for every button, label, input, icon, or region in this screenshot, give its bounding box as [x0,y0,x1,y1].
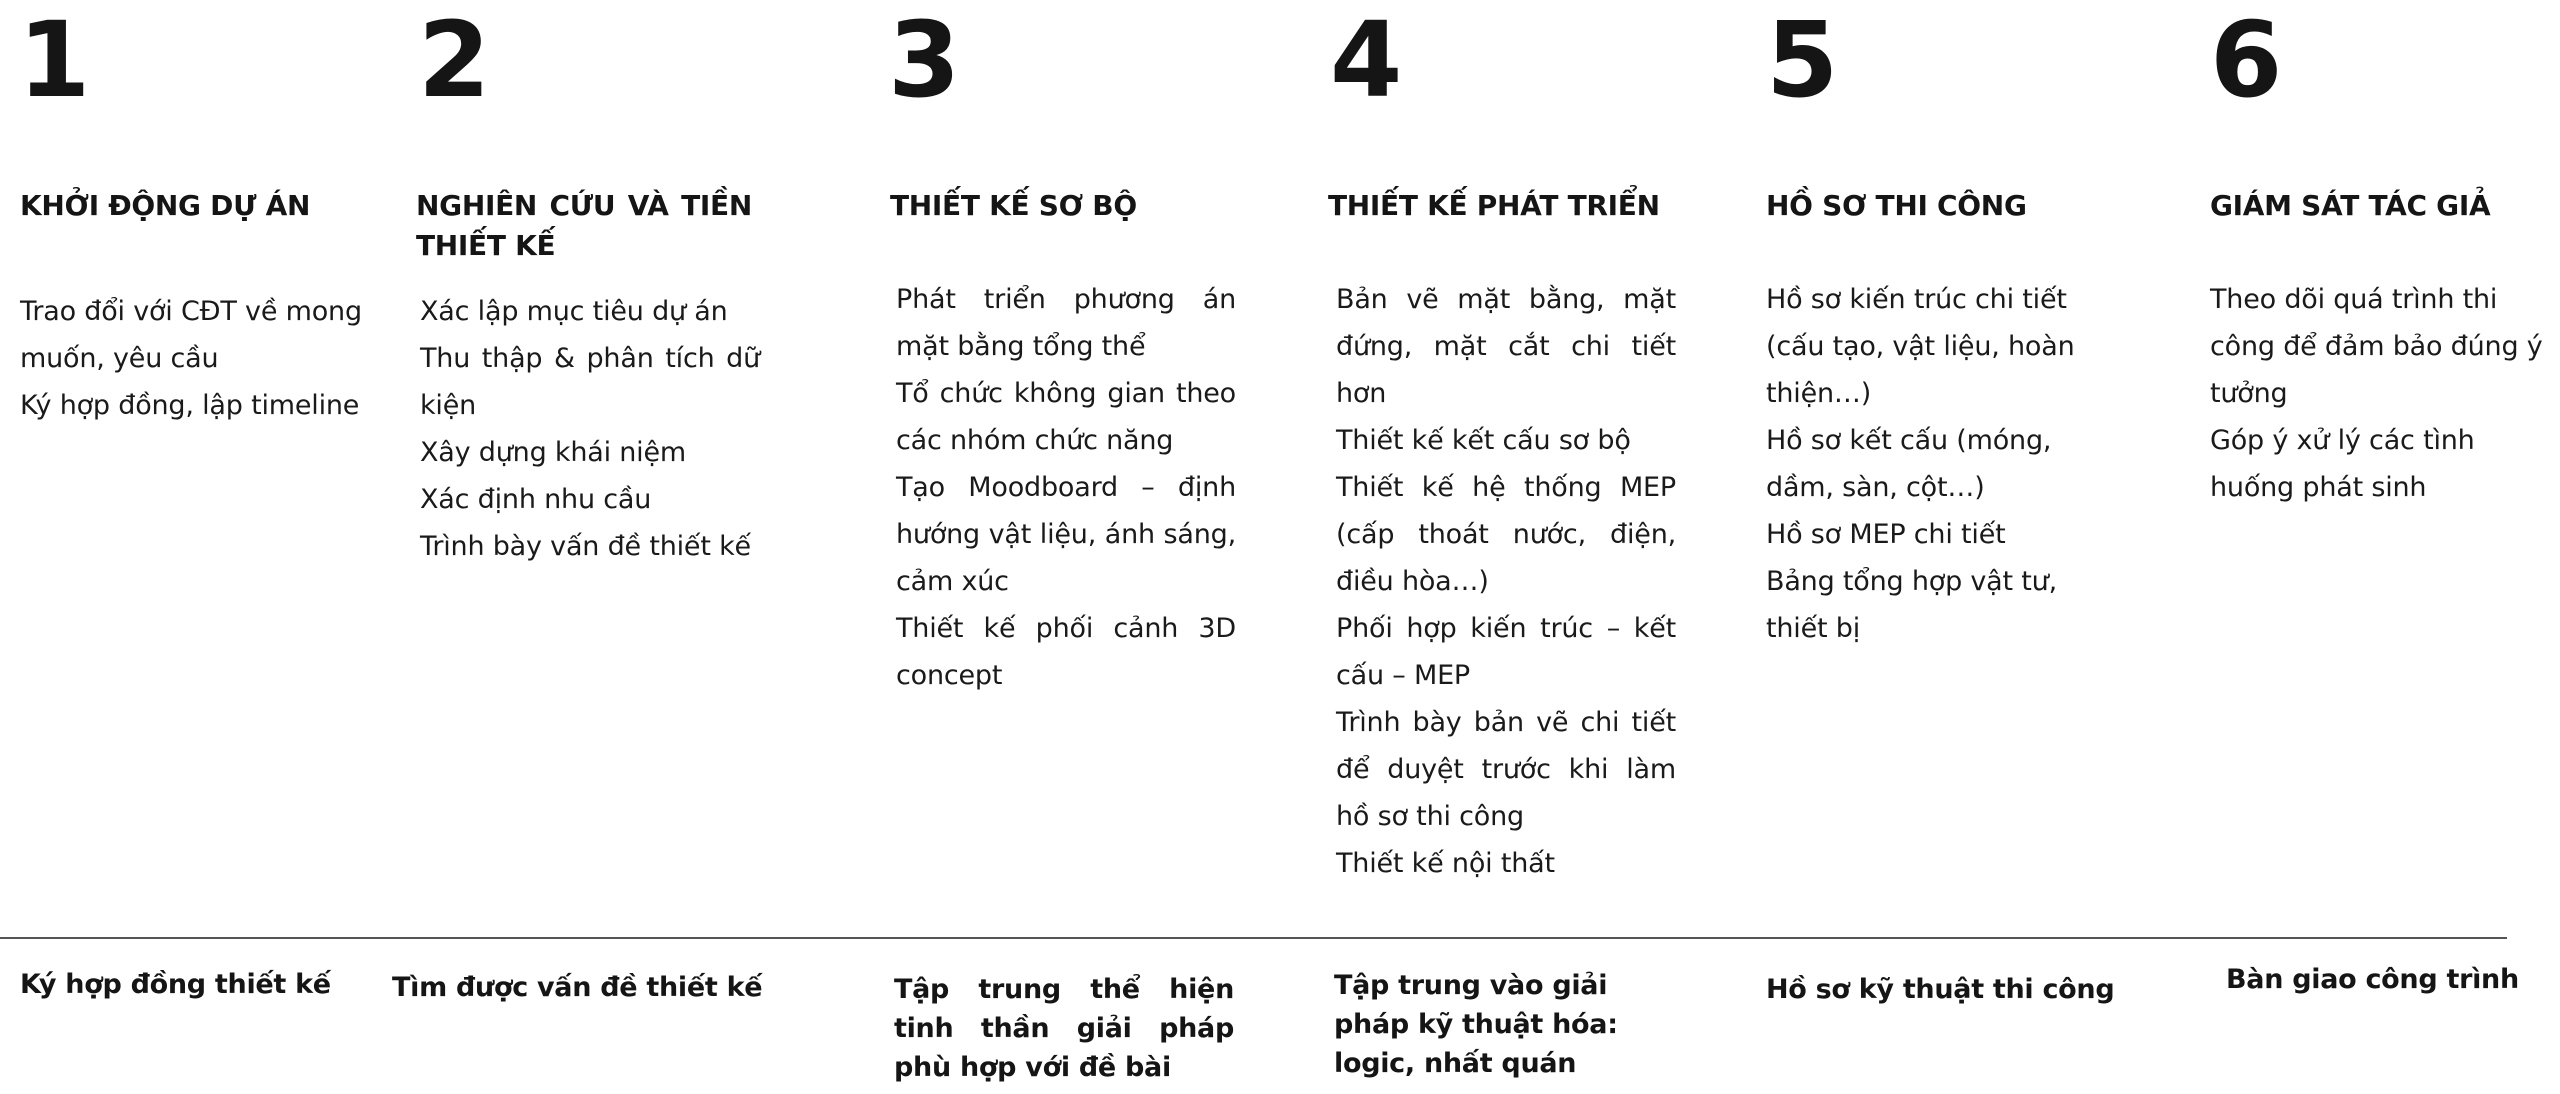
phase-task: Xác định nhu cầu [420,484,652,515]
phase-task-list [20,288,365,429]
phase-number: 6 [2210,0,2283,121]
phase-number: 4 [1330,0,1403,121]
phase-title: THIẾT KẾ SƠ BỘ [890,189,1137,222]
phase-outcome: Bàn giao công trình [2226,964,2519,995]
phase-number: 2 [418,0,491,121]
phase-task: Thiết kế kết cấu sơ bộ [1336,425,1631,456]
phase-task: Tạo Moodboard – định hướng vật liệu, ánh sáng, cảm xúc [896,472,1236,597]
phase-task: Trình bày bản vẽ chi tiết để duyệt trước khi làm hồ sơ thi công [1336,707,1676,832]
phase-task: Tổ chức không gian theo các nhóm chức năng [896,378,1236,456]
phase-title: GIÁM SÁT TÁC GIẢ [2210,189,2491,222]
phase-outcome: Hồ sơ kỹ thuật thi công [1766,974,2115,1005]
timeline-divider [0,937,2507,939]
phase-task: Theo dõi quá trình thi công để đảm bảo đúng ý tưởng [2210,284,2543,409]
phase-outcome: Tập trung thể hiện tinh thần giải pháp phù hợp với đề bài [894,974,1234,1083]
phase-title: THIẾT KẾ PHÁT TRIỂN [1328,189,1660,222]
phase-task: Trao đổi với CĐT về mong muốn, yêu cầu [20,296,362,374]
phase-task-list [1336,276,1676,887]
phase-task: Phối hợp kiến trúc – kết cấu – MEP [1336,613,1676,691]
phase-task: Hồ sơ kiến trúc chi tiết (cấu tạo, vật liệu, hoàn thiện…) [1766,284,2075,409]
phase-number: 1 [18,0,91,121]
phase-title: NGHIÊN CỨU VÀ TIỀN THIẾT KẾ [416,189,752,262]
phase-title: HỒ SƠ THI CÔNG [1766,189,2027,222]
phase-task: Thiết kế phối cảnh 3D concept [896,613,1236,691]
phase-task: Trình bày vấn đề thiết kế [420,531,751,562]
phase-task: Hồ sơ MEP chi tiết [1766,519,2006,550]
phase-task: Xây dựng khái niệm [420,437,686,468]
phase-task-list [1766,276,2110,652]
phase-title: KHỞI ĐỘNG DỰ ÁN [20,189,311,222]
phase-outcome: Tìm được vấn đề thiết kế [392,972,763,1003]
phase-task: Phát triển phương án mặt bằng tổng thể [896,284,1236,362]
phase-task: Thiết kế hệ thống MEP (cấp thoát nước, điện, điều hòa…) [1336,472,1676,597]
phase-task-list [896,276,1236,699]
phase-task: Ký hợp đồng, lập timeline [20,390,360,421]
phase-outcome: Tập trung vào giải pháp kỹ thuật hóa: logic, nhất quán [1334,970,1618,1079]
phase-task: Xác lập mục tiêu dự án [420,296,728,327]
phase-task: Góp ý xử lý các tình huống phát sinh [2210,425,2475,503]
phase-task: Thu thập & phân tích dữ kiện [420,343,760,421]
phase-task-list [420,288,760,570]
phase-task-list [2210,276,2555,511]
phase-task: Hồ sơ kết cấu (móng, dầm, sàn, cột…) [1766,425,2052,503]
phase-task: Bảng tổng hợp vật tư, thiết bị [1766,566,2057,644]
phase-outcome: Ký hợp đồng thiết kế [20,969,331,1000]
phase-number: 5 [1766,0,1839,121]
phase-task: Thiết kế nội thất [1336,848,1555,879]
phase-task: Bản vẽ mặt bằng, mặt đứng, mặt cắt chi tiết hơn [1336,284,1676,409]
phase-number: 3 [888,0,961,121]
